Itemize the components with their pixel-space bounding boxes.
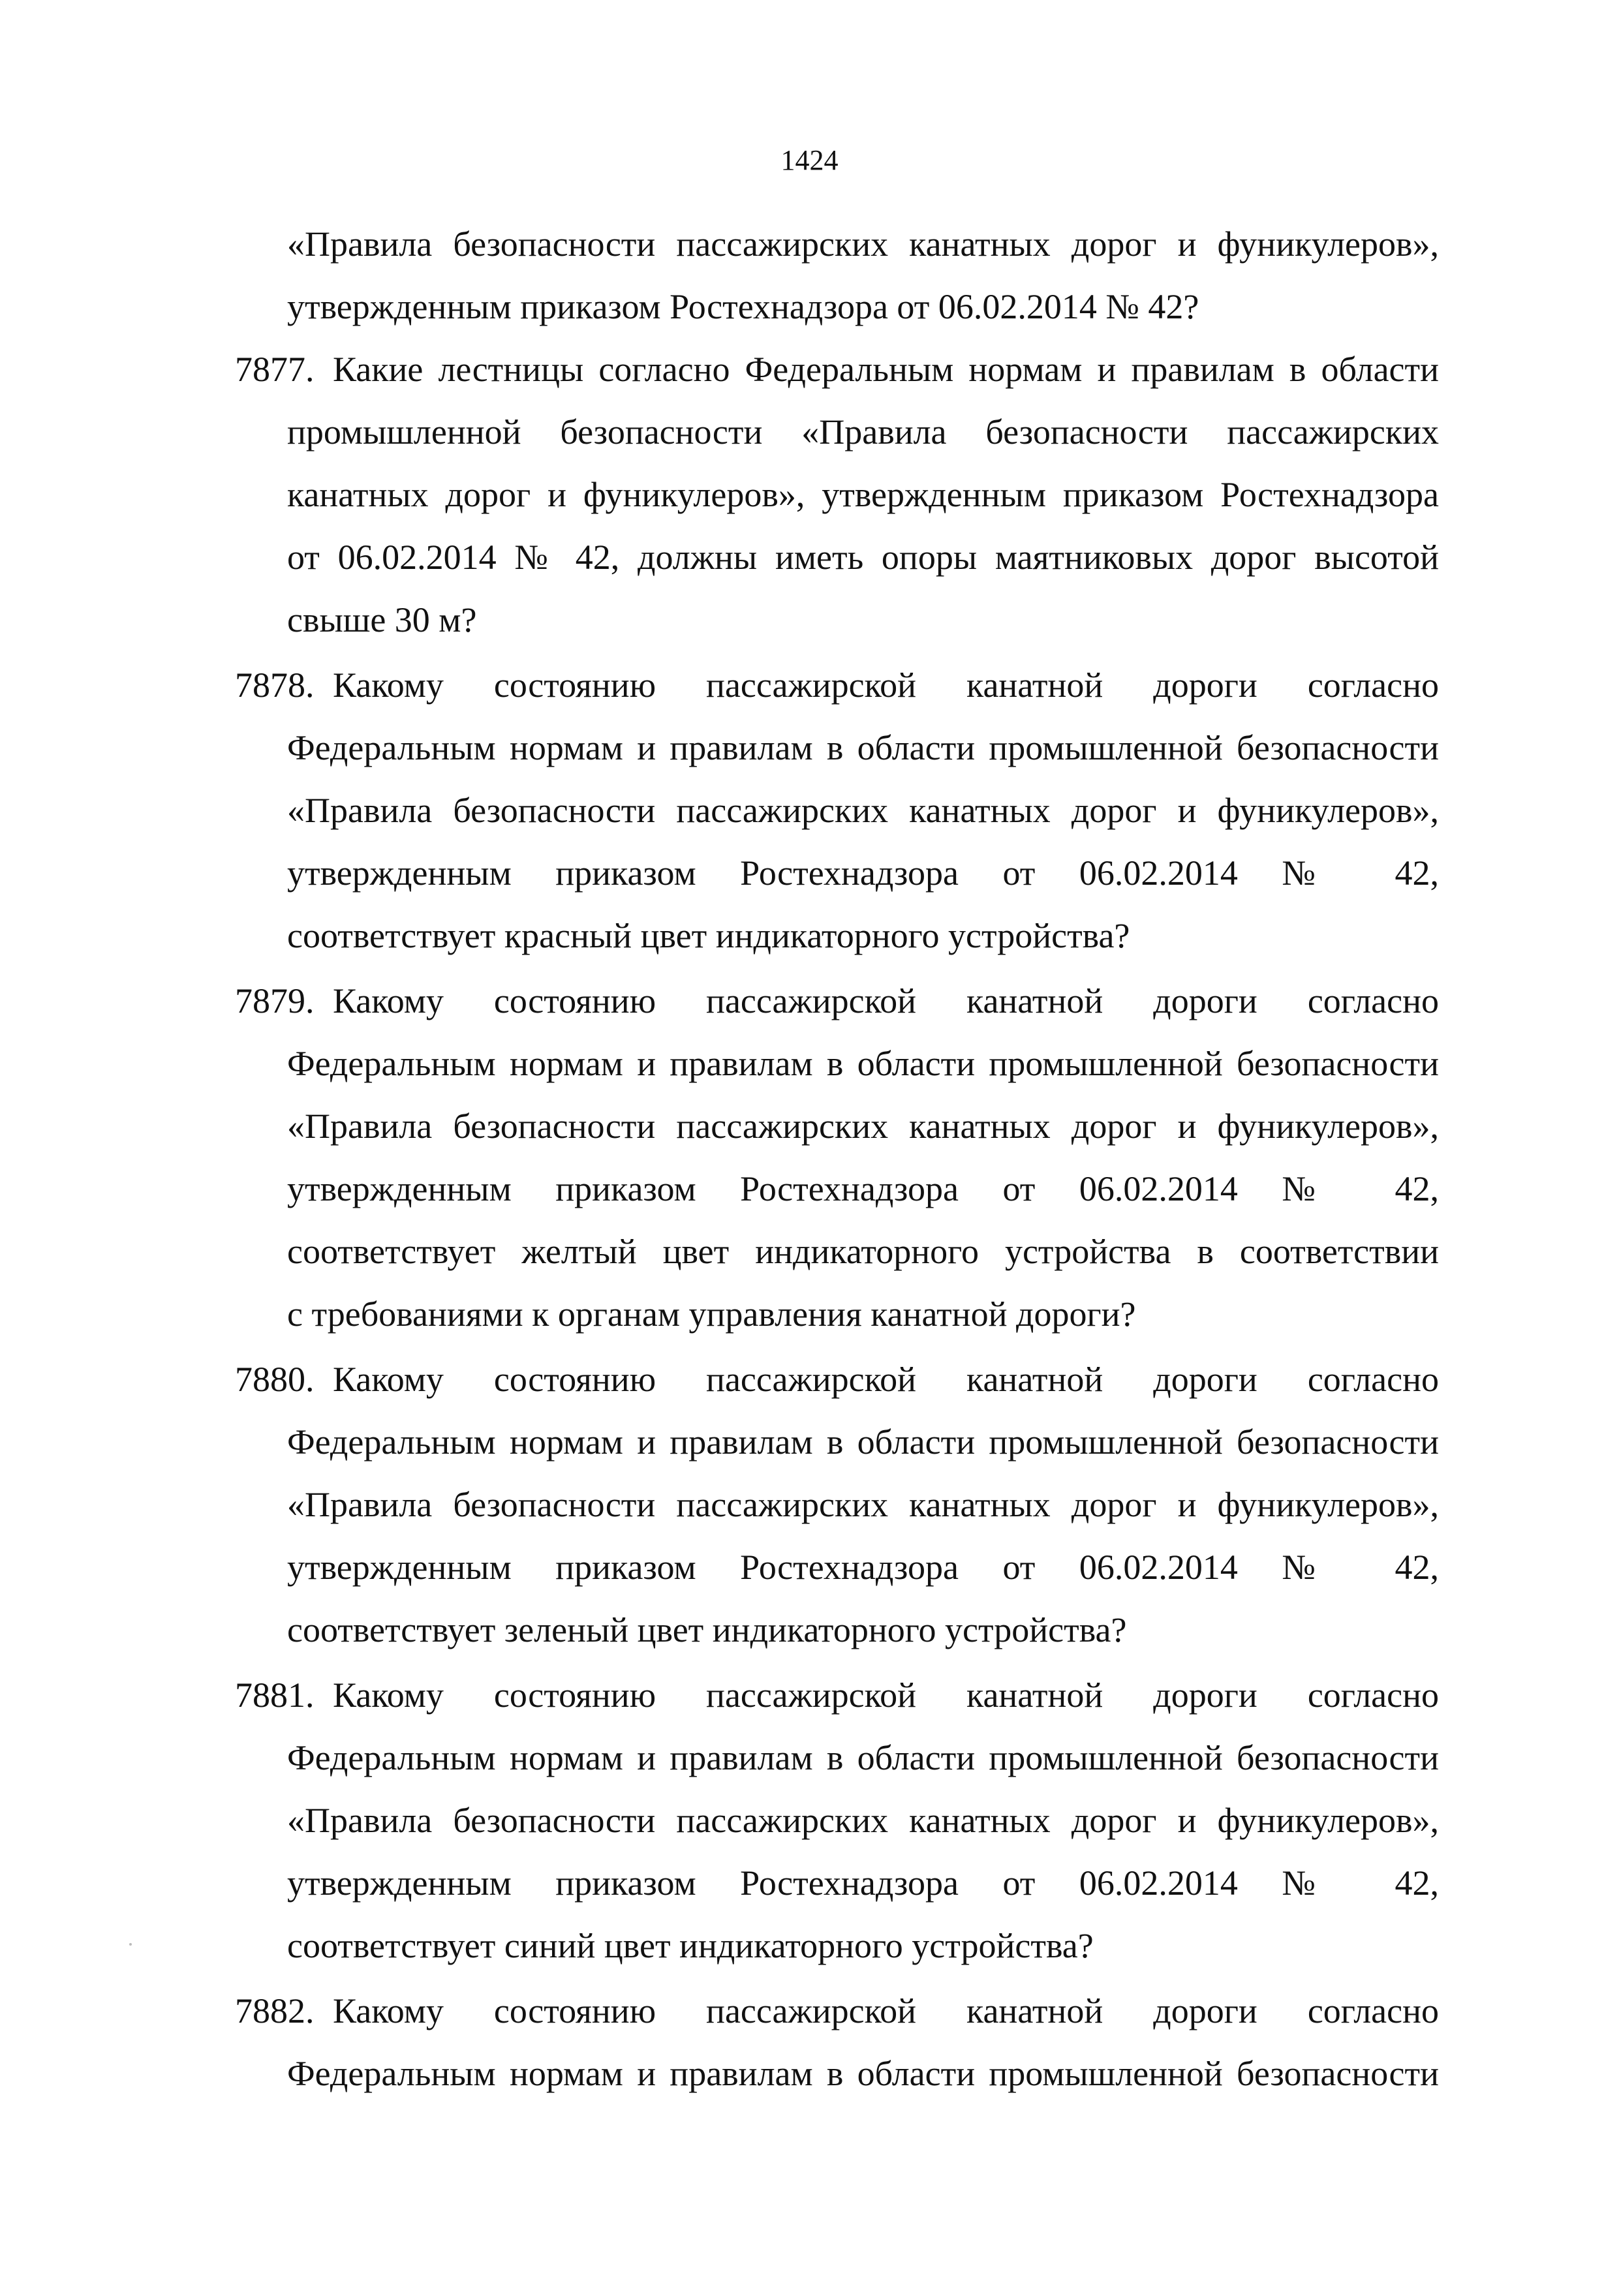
question-number: 7879. — [235, 981, 315, 1020]
question-line: Какому состоянию пассажирской канатной дороги согласно — [333, 1676, 1439, 1715]
question-line: «Правила безопасности пассажирских канатных дорог и фуникулеров», — [287, 1485, 1439, 1524]
question-line: утвержденным приказом Ростехнадзора от 06.02.2014 № 42, — [287, 1863, 1439, 1903]
question-number: 7878. — [235, 666, 315, 705]
question-line: канатных дорог и фуникулеров», утвержденным приказом Ростехнадзора — [287, 475, 1439, 514]
question-line: Федеральным нормам и правилам в области промышленной безопасности — [287, 1044, 1439, 1083]
question-line: «Правила безопасности пассажирских канатных дорог и фуникулеров», — [287, 791, 1439, 830]
question-line: соответствует желтый цвет индикаторного устройства в соответствии — [287, 1232, 1439, 1271]
question-number: 7880. — [235, 1360, 315, 1399]
page-number: 1424 — [780, 144, 839, 176]
question-line: Какому состоянию пассажирской канатной дороги согласно — [333, 1360, 1439, 1399]
question-line: Федеральным нормам и правилам в области промышленной безопасности — [287, 728, 1439, 767]
question-number: 7881. — [235, 1676, 315, 1715]
question-line: соответствует синий цвет индикаторного устройства? — [287, 1926, 1094, 1965]
scan-dot — [129, 1943, 132, 1946]
question-line: утвержденным приказом Ростехнадзора от 06.02.2014 № 42, — [287, 1548, 1439, 1587]
question-line: утвержденным приказом Ростехнадзора от 06.02.2014 № 42, — [287, 853, 1439, 893]
question-line: соответствует красный цвет индикаторного устройства? — [287, 916, 1130, 955]
question-line: Федеральным нормам и правилам в области промышленной безопасности — [287, 1738, 1439, 1777]
question-line: Какие лестницы согласно Федеральным нормам и правилам в области — [333, 350, 1439, 389]
question-number: 7877. — [235, 350, 315, 389]
question-line: от 06.02.2014 № 42, должны иметь опоры маятниковых дорог высотой — [287, 538, 1439, 577]
question-line: соответствует зеленый цвет индикаторного устройства? — [287, 1610, 1127, 1649]
question-line: Какому состоянию пассажирской канатной дороги согласно — [333, 981, 1439, 1020]
question-line: Какому состоянию пассажирской канатной дороги согласно — [333, 666, 1439, 705]
question-line: «Правила безопасности пассажирских канатных дорог и фуникулеров», — [287, 1801, 1439, 1840]
question-line: свыше 30 м? — [287, 600, 477, 639]
question-line: с требованиями к органам управления канатной дороги? — [287, 1294, 1136, 1334]
question-number: 7882. — [235, 1991, 315, 2030]
question-line: Федеральным нормам и правилам в области промышленной безопасности — [287, 1422, 1439, 1462]
continuation-line: утвержденным приказом Ростехнадзора от 06.02.2014 № 42? — [287, 287, 1199, 326]
continuation-line: «Правила безопасности пассажирских канатных дорог и фуникулеров», — [287, 224, 1439, 264]
question-line: промышленной безопасности «Правила безопасности пассажирских — [287, 412, 1439, 452]
question-line: Какому состоянию пассажирской канатной дороги согласно — [333, 1991, 1439, 2030]
question-line: «Правила безопасности пассажирских канатных дорог и фуникулеров», — [287, 1107, 1439, 1146]
question-line: Федеральным нормам и правилам в области промышленной безопасности — [287, 2054, 1439, 2093]
question-line: утвержденным приказом Ростехнадзора от 06.02.2014 № 42, — [287, 1169, 1439, 1208]
